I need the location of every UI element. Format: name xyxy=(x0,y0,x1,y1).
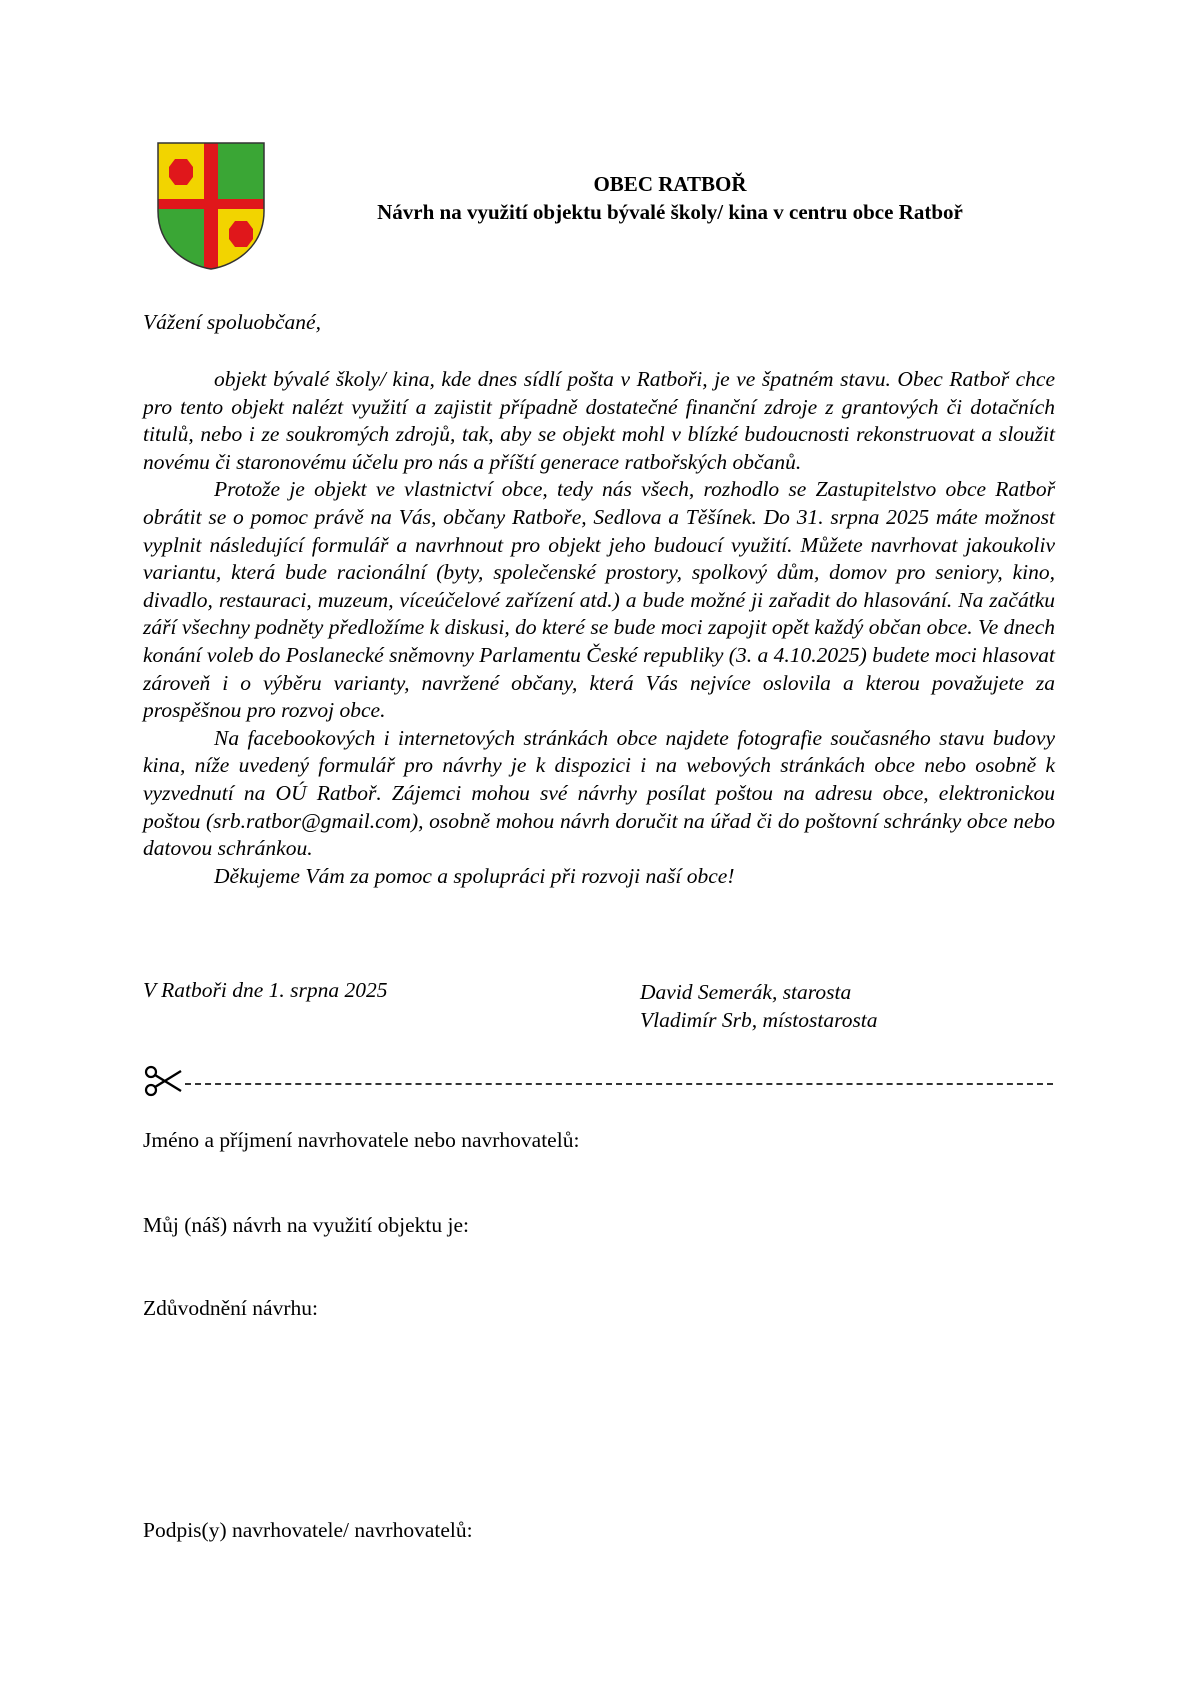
cut-line xyxy=(143,1065,1053,1097)
signatories xyxy=(640,978,878,1034)
dashed-divider xyxy=(185,1083,1053,1085)
place-and-date: V Ratboři dne 1. srpna 2025 xyxy=(143,978,388,1002)
letter-body xyxy=(143,366,1055,890)
name-field-label: Jméno a příjmení navrhovatele nebo navrhovatelů: xyxy=(143,1128,580,1152)
closing-line: Děkujeme Vám za pomoc a spolupráci při rozvoji naší obce! xyxy=(214,863,735,888)
paragraph: Protože je objekt ve vlastnictví obce, tedy nás všech, rozhodlo se Zastupitelstvo obce Ratboř obrátit se o pomoc právě na Vás, občany Ratboře, Sedlova a Těšínek. Do 31. srpna 2025 máte možnost vyplnit následující formulář a navrhnout pro objekt jeho budoucí využití. Můžete navrhovat jakoukoliv variantu, která bude racionální (byty, společenské prostory, spolkový dům, domov pro seniory, kino, divadlo, restauraci, muzeum, víceúčelové zařízení atd.) a bude možné ji zařadit do hlasování. Na začátku září všechny podněty předložíme k diskusi, do které se bude moci zapojit opět každý občan obce. Ve dnech konání voleb do Poslanecké sněmovny Parlamentu České republiky (3. a 4.10.2025) budete moci hlasovat zároveň i o výběru varianty, navržené občany, která Vás nejvíce oslovila a kterou považujete za prospěšnou pro rozvoj obce. xyxy=(143,477,1055,723)
document-subtitle: Návrh na využití objektu bývalé školy/ kina v centru obce Ratboř xyxy=(377,200,963,224)
signer-mayor: David Semerák, starosta xyxy=(640,980,852,1004)
document-header xyxy=(300,170,1040,226)
paragraph: Na facebookových i internetových stránkách obce najdete fotografie současného stavu budovy kina, níže uvedený formulář pro návrhy je k dispozici i na webových stránkách obce nebo osobně k vyzvednutí na OÚ Ratboř. Zájemci mohou své návrhy posílat poštou na adresu obce, elektronickou poštou (srb.ratbor@gmail.com), osobně mohou návrh doručit na úřad či do poštovní schránky obce nebo datovou schránkou. xyxy=(143,725,1055,861)
salutation: Vážení spoluobčané, xyxy=(143,310,321,334)
signer-deputy-mayor: Vladimír Srb, místostarosta xyxy=(640,1008,878,1032)
justification-field-label: Zdůvodnění návrhu: xyxy=(143,1296,318,1320)
proposal-field-label: Můj (náš) návrh na využití objektu je: xyxy=(143,1213,470,1237)
document-title: OBEC RATBOŘ xyxy=(593,172,747,196)
paragraph: objekt bývalé školy/ kina, kde dnes sídlí pošta v Ratboři, je ve špatném stavu. Obec Ratboř chce pro tento objekt nalézt využití a zajistit případně dostatečné finanční zdroje z grantových či dotačních titulů, nebo i ze soukromých zdrojů, tak, aby se objekt mohl v blízké budoucnosti rekonstruovat a sloužit novému či staronovému účelu pro nás a příští generace ratbořských občanů. xyxy=(143,367,1055,474)
municipal-coat-of-arms-icon xyxy=(156,141,266,271)
signature-field-label: Podpis(y) navrhovatele/ navrhovatelů: xyxy=(143,1518,473,1542)
scissors-icon xyxy=(143,1065,183,1097)
